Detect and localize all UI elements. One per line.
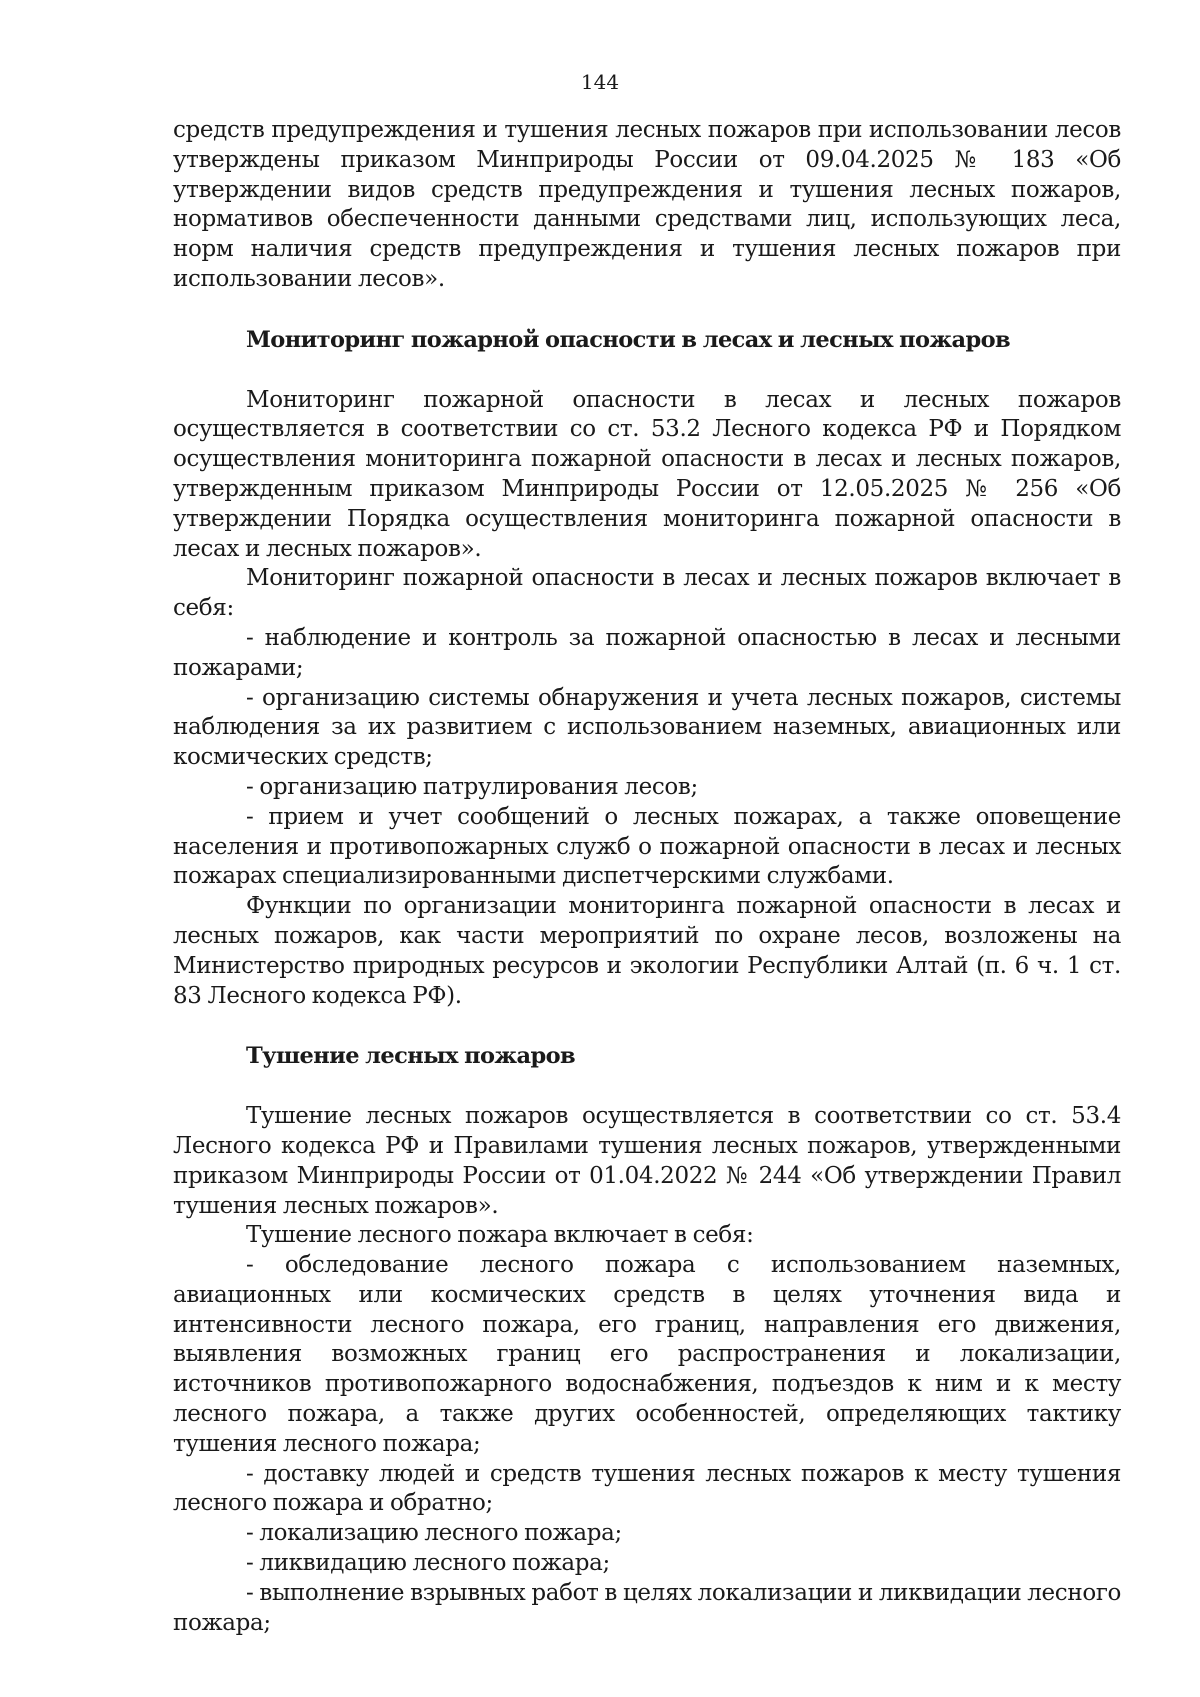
paragraph-monitoring-basis: Мониторинг пожарной опасности в лесах и лесных пожаров осуществляется в соответствии со ст. 53.2 Лесного кодекса РФ и Порядком осуществления мониторинга пожарной опасности в лесах и лесных пожаров, утвержденным приказом Минприроды России от 12.05.2025 № 256 «Об утверждении Порядка осуществления мониторинга пожарной опасности в лесах и лесных пожаров». bbox=[173, 386, 1121, 562]
list-item: - ликвидацию лесного пожара; bbox=[246, 1550, 610, 1577]
paragraph-monitoring-functions: Функции по организации мониторинга пожарной опасности в лесах и лесных пожаров, как части мероприятий по охране лесов, возложены на Министерство природных ресурсов и экологии Республики Алтай (п. 6 ч. 1 ст. 83 Лесного кодекса РФ). bbox=[173, 893, 1121, 1009]
list-item: - наблюдение и контроль за пожарной опасностью в лесах и лесными пожарами; bbox=[173, 624, 1121, 681]
page-body bbox=[173, 116, 1121, 1638]
list-item: - прием и учет сообщений о лесных пожарах, а также оповещение населения и противопожарных служб о пожарной опасности в лесах и лесных пожарах специализированными диспетчерскими службами. bbox=[173, 803, 1121, 890]
page-number: 144 bbox=[580, 70, 620, 94]
list-item: - организацию системы обнаружения и учета лесных пожаров, системы наблюдения за их развитием с использованием наземных, авиационных или космических средств; bbox=[173, 684, 1121, 771]
paragraph-suppression-includes: Тушение лесного пожара включает в себя: bbox=[246, 1222, 754, 1249]
list-item: - выполнение взрывных работ в целях локализации и ликвидации лесного пожара; bbox=[173, 1579, 1122, 1636]
list-item: - локализацию лесного пожара; bbox=[246, 1520, 622, 1547]
list-item: - организацию патрулирования лесов; bbox=[246, 773, 698, 800]
list-item: - обследование лесного пожара с использованием наземных, авиационных или космических средств в целях уточнения вида и интенсивности лесного пожара, его границ, направления его движения, выявления возможных границ его распространения и локализации, источников противопожарного водоснабжения, подъездов к ним и к месту лесного пожара, а также других особенностей, определяющих тактику тушения лесного пожара; bbox=[173, 1252, 1121, 1457]
section-heading-monitoring: Мониторинг пожарной опасности в лесах и лесных пожаров bbox=[246, 326, 1011, 353]
paragraph-suppression-basis: Тушение лесных пожаров осуществляется в соответствии со ст. 53.4 Лесного кодекса РФ и Правилами тушения лесных пожаров, утвержденными приказом Минприроды России от 01.04.2022 № 244 «Об утверждении Правил тушения лесных пожаров». bbox=[173, 1103, 1121, 1219]
paragraph-monitoring-includes: Мониторинг пожарной опасности в лесах и лесных пожаров включает в себя: bbox=[173, 565, 1121, 622]
list-item: - доставку людей и средств тушения лесных пожаров к месту тушения лесного пожара и обратно; bbox=[173, 1460, 1121, 1517]
section-heading-suppression: Тушение лесных пожаров bbox=[246, 1043, 576, 1070]
paragraph-continuation: средств предупреждения и тушения лесных пожаров при использовании лесов утверждены приказом Минприроды России от 09.04.2025 № 183 «Об утверждении видов средств предупреждения и тушения лесных пожаров, нормативов обеспеченности данными средствами лиц, использующих леса, норм наличия средств предупреждения и тушения лесных пожаров при использовании лесов». bbox=[173, 117, 1121, 292]
